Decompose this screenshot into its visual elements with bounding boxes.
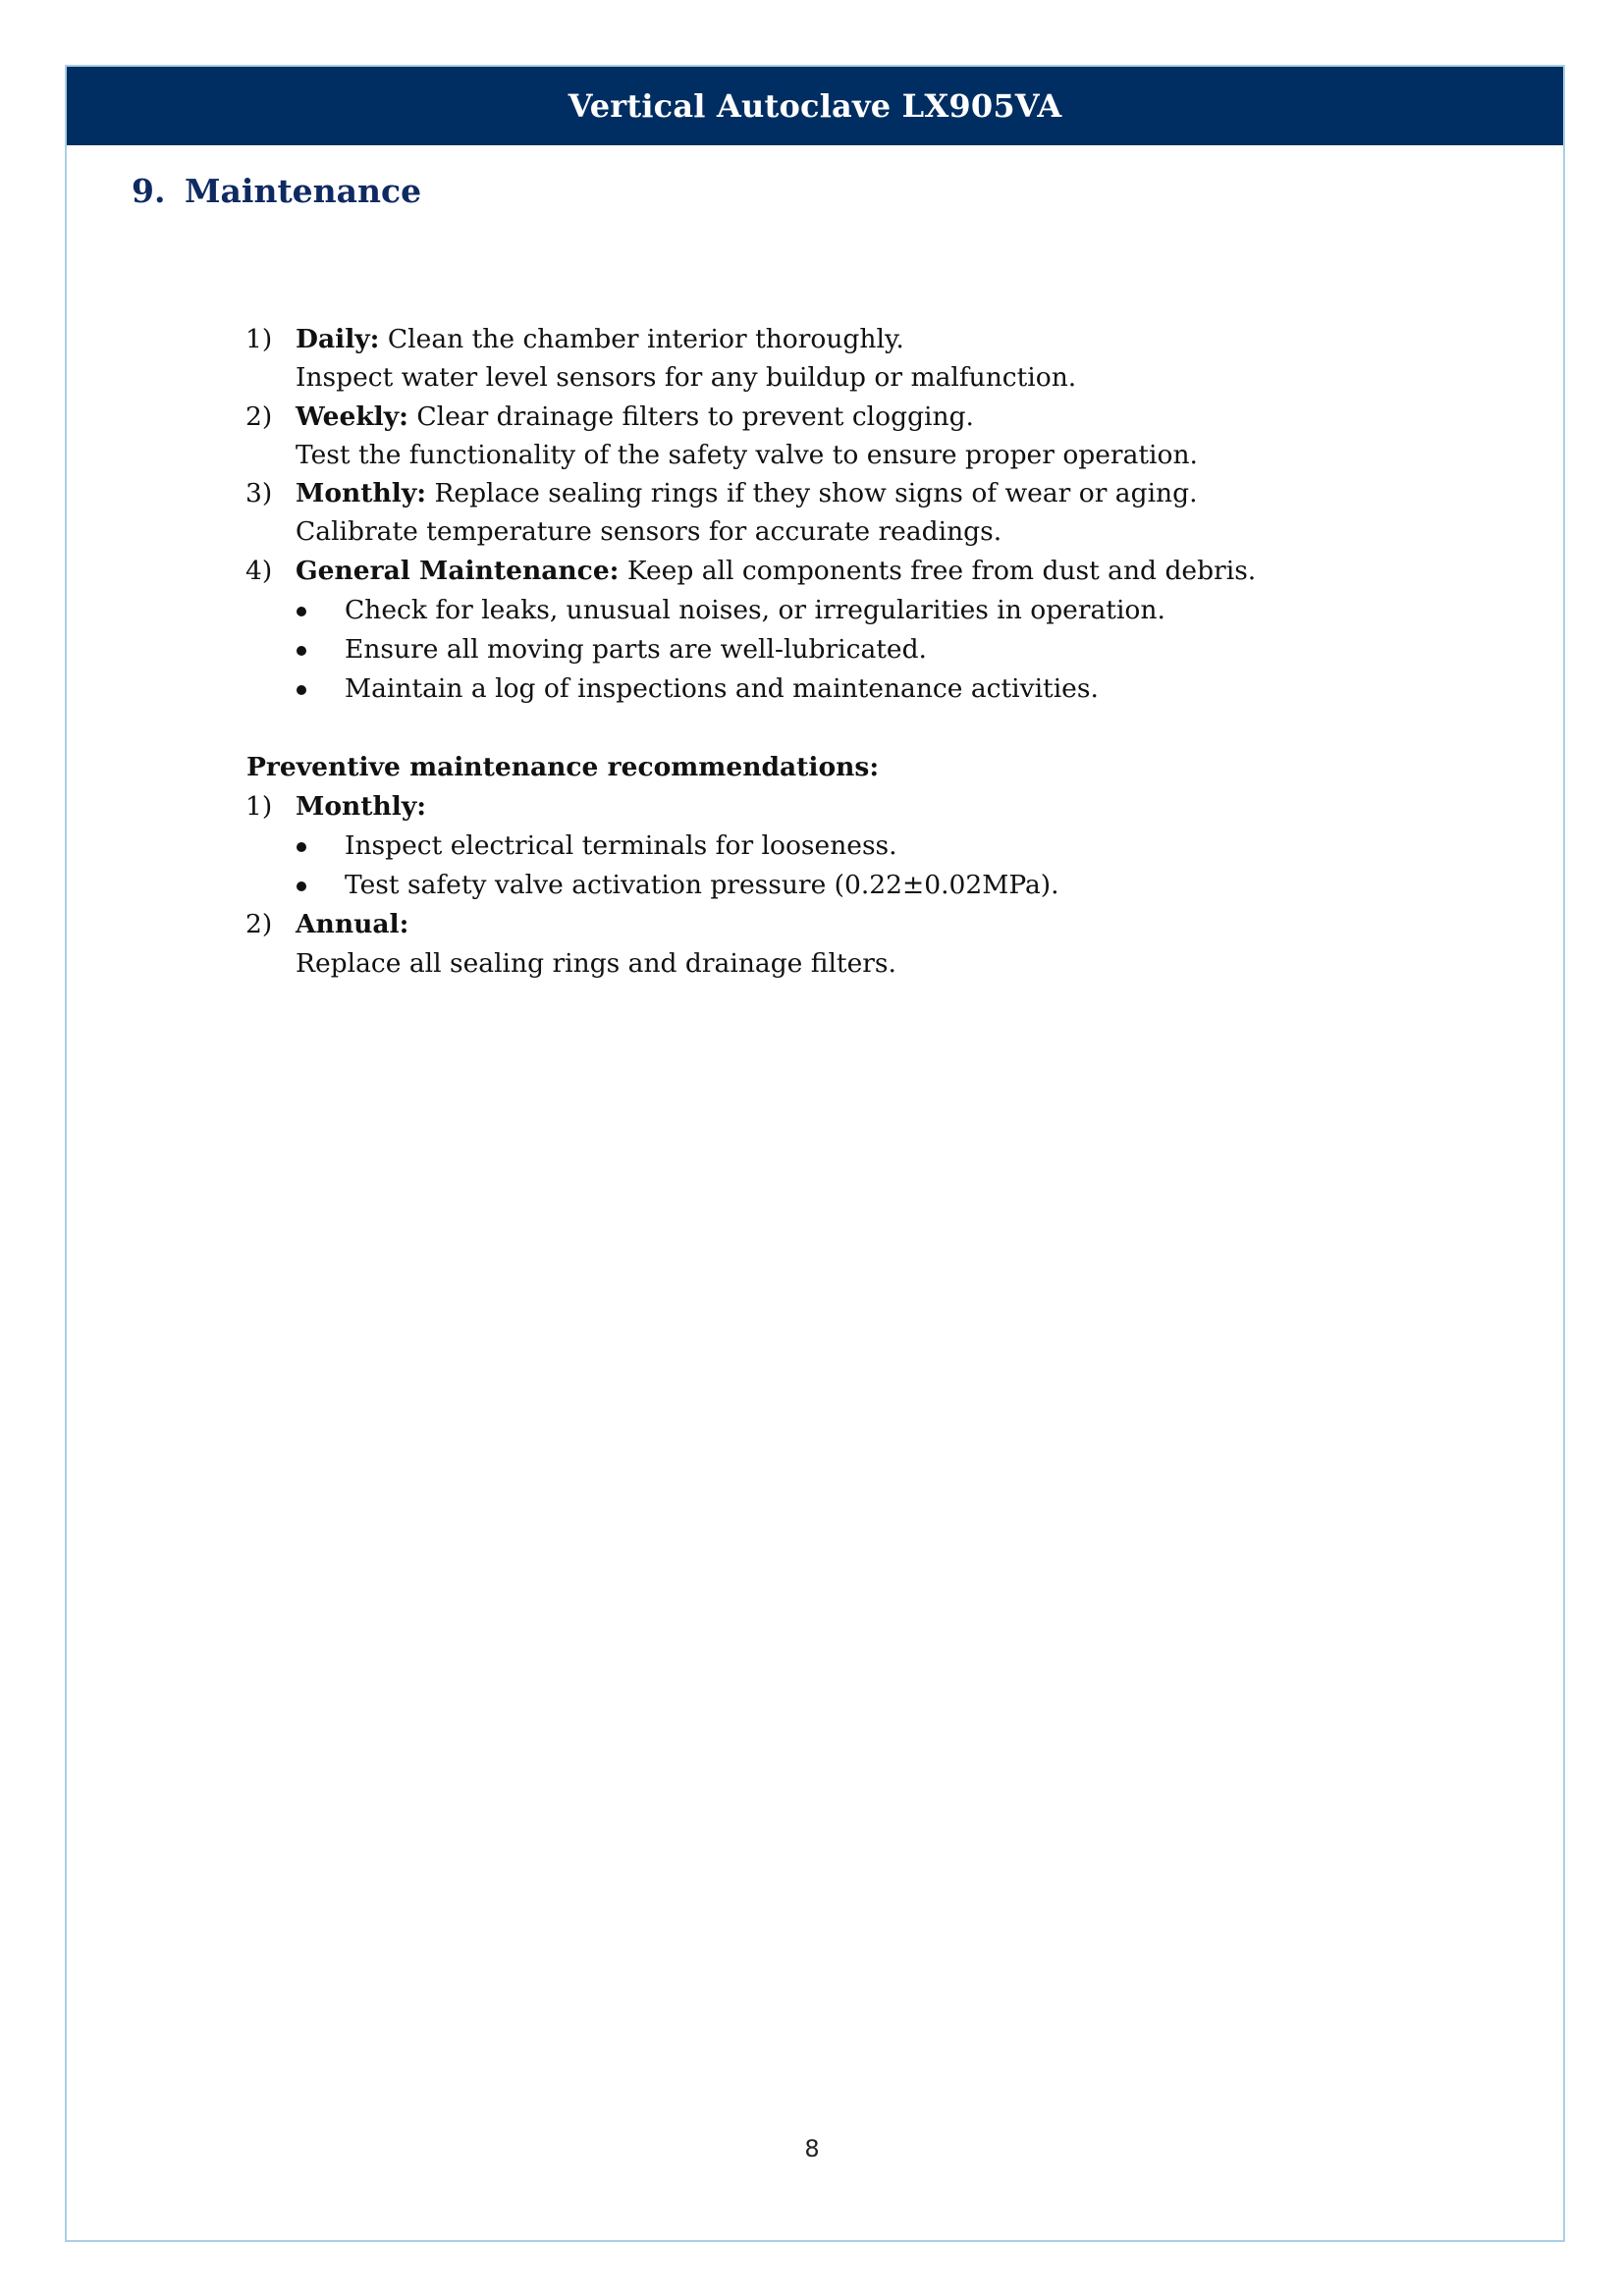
item-text: Clean the chamber interior thoroughly. [379,324,904,354]
bullet-icon [297,881,306,891]
item-number: 3) [245,478,273,508]
page-number: 8 [804,2135,820,2163]
item-label: Monthly: [296,791,427,822]
item-number: 2) [245,401,273,432]
item-label: Weekly: [296,401,408,432]
item-label: General Maintenance: [296,556,620,586]
preventive-heading: Preventive maintenance recommendations: [246,752,880,782]
bullet-icon [297,607,306,616]
bullet-icon [297,646,306,656]
item-number: 1) [245,324,273,354]
item-number: 1) [245,791,273,822]
bullet-text: Ensure all moving parts are well-lubricated. [345,634,927,665]
section-heading [132,172,421,210]
item-label: Monthly: [296,478,427,508]
item-text: Replace sealing rings if they show signs of wear or aging. [426,478,1198,508]
item-extra: Test the functionality of the safety valve to ensure proper operation. [296,440,1198,470]
item-text: Clear drainage filters to prevent clogging. [407,401,974,432]
item-extra: Replace all sealing rings and drainage filters. [296,948,896,979]
bullet-text: Inspect electrical terminals for looseness. [345,830,897,861]
item-label: Annual: [296,909,409,939]
section-title: Maintenance [185,172,422,210]
item-label: Daily: [296,324,380,354]
item-extra: Calibrate temperature sensors for accurate readings. [296,516,1002,547]
bullet-icon [297,842,306,852]
bullet-text: Check for leaks, unusual noises, or irregularities in operation. [345,595,1165,625]
bullet-icon [297,685,306,695]
bullet-text: Maintain a log of inspections and maintenance activities. [345,673,1099,704]
bullet-text: Test safety valve activation pressure (0.22±0.02MPa). [345,870,1059,900]
section-number: 9. [132,172,166,210]
item-extra: Inspect water level sensors for any buildup or malfunction. [296,362,1077,393]
document-title: Vertical Autoclave LX905VA [568,87,1062,125]
item-text: Keep all components free from dust and debris. [619,556,1257,586]
item-number: 4) [245,556,273,586]
header-bar [67,67,1563,145]
item-number: 2) [245,909,273,939]
